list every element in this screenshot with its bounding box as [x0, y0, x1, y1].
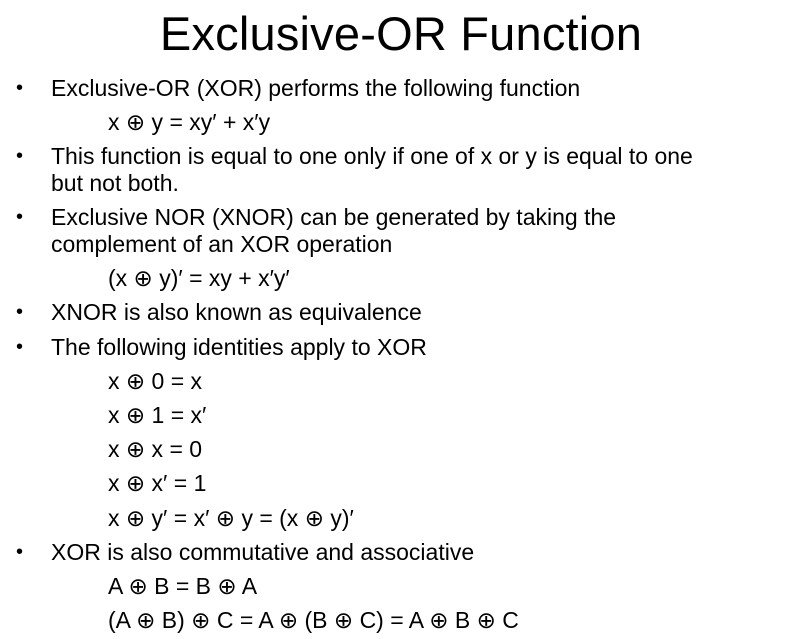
bullet-marker: •: [16, 301, 24, 323]
formula-identity: x ⊕ x = 0: [108, 436, 203, 462]
bullet-text-xor-meaning: This function is equal to one only if one of x or y is equal to one: [51, 143, 693, 169]
slide-title: Exclusive-OR Function: [159, 7, 643, 60]
formula-identity: x ⊕ 0 = x: [108, 368, 203, 394]
formula-identity: x ⊕ x′ = 1: [108, 470, 207, 496]
bullet-text-xnor: Exclusive NOR (XNOR) can be generated by taking the: [51, 204, 617, 230]
bullet-marker: •: [16, 206, 24, 228]
bullet-marker: •: [16, 145, 24, 167]
bullet-text-xor-definition: Exclusive-OR (XOR) performs the following function: [51, 75, 581, 101]
formula-commutative: A ⊕ B = B ⊕ A: [108, 573, 258, 599]
bullet-text-commutative: XOR is also commutative and associative: [51, 539, 475, 565]
bullet-marker: •: [16, 336, 24, 358]
formula-xnor: (x ⊕ y)′ = xy + x′y′: [108, 265, 290, 291]
formula-xor: x ⊕ y = xy′ + x′y: [108, 109, 271, 135]
bullet-marker: •: [16, 77, 24, 99]
bullet-marker: •: [16, 541, 24, 563]
formula-identity: x ⊕ y′ = x′ ⊕ y = (x ⊕ y)′: [108, 505, 354, 531]
formula-associative: (A ⊕ B) ⊕ C = A ⊕ (B ⊕ C) = A ⊕ B ⊕ C: [108, 607, 519, 633]
formula-identity: x ⊕ 1 = x′: [108, 402, 207, 428]
bullet-text-identities: The following identities apply to XOR: [51, 334, 427, 360]
bullet-text-equivalence: XNOR is also known as equivalence: [51, 299, 422, 325]
bullet-text-xnor-cont: complement of an XOR operation: [51, 231, 393, 257]
bullet-text-xor-meaning-cont: but not both.: [51, 170, 179, 196]
